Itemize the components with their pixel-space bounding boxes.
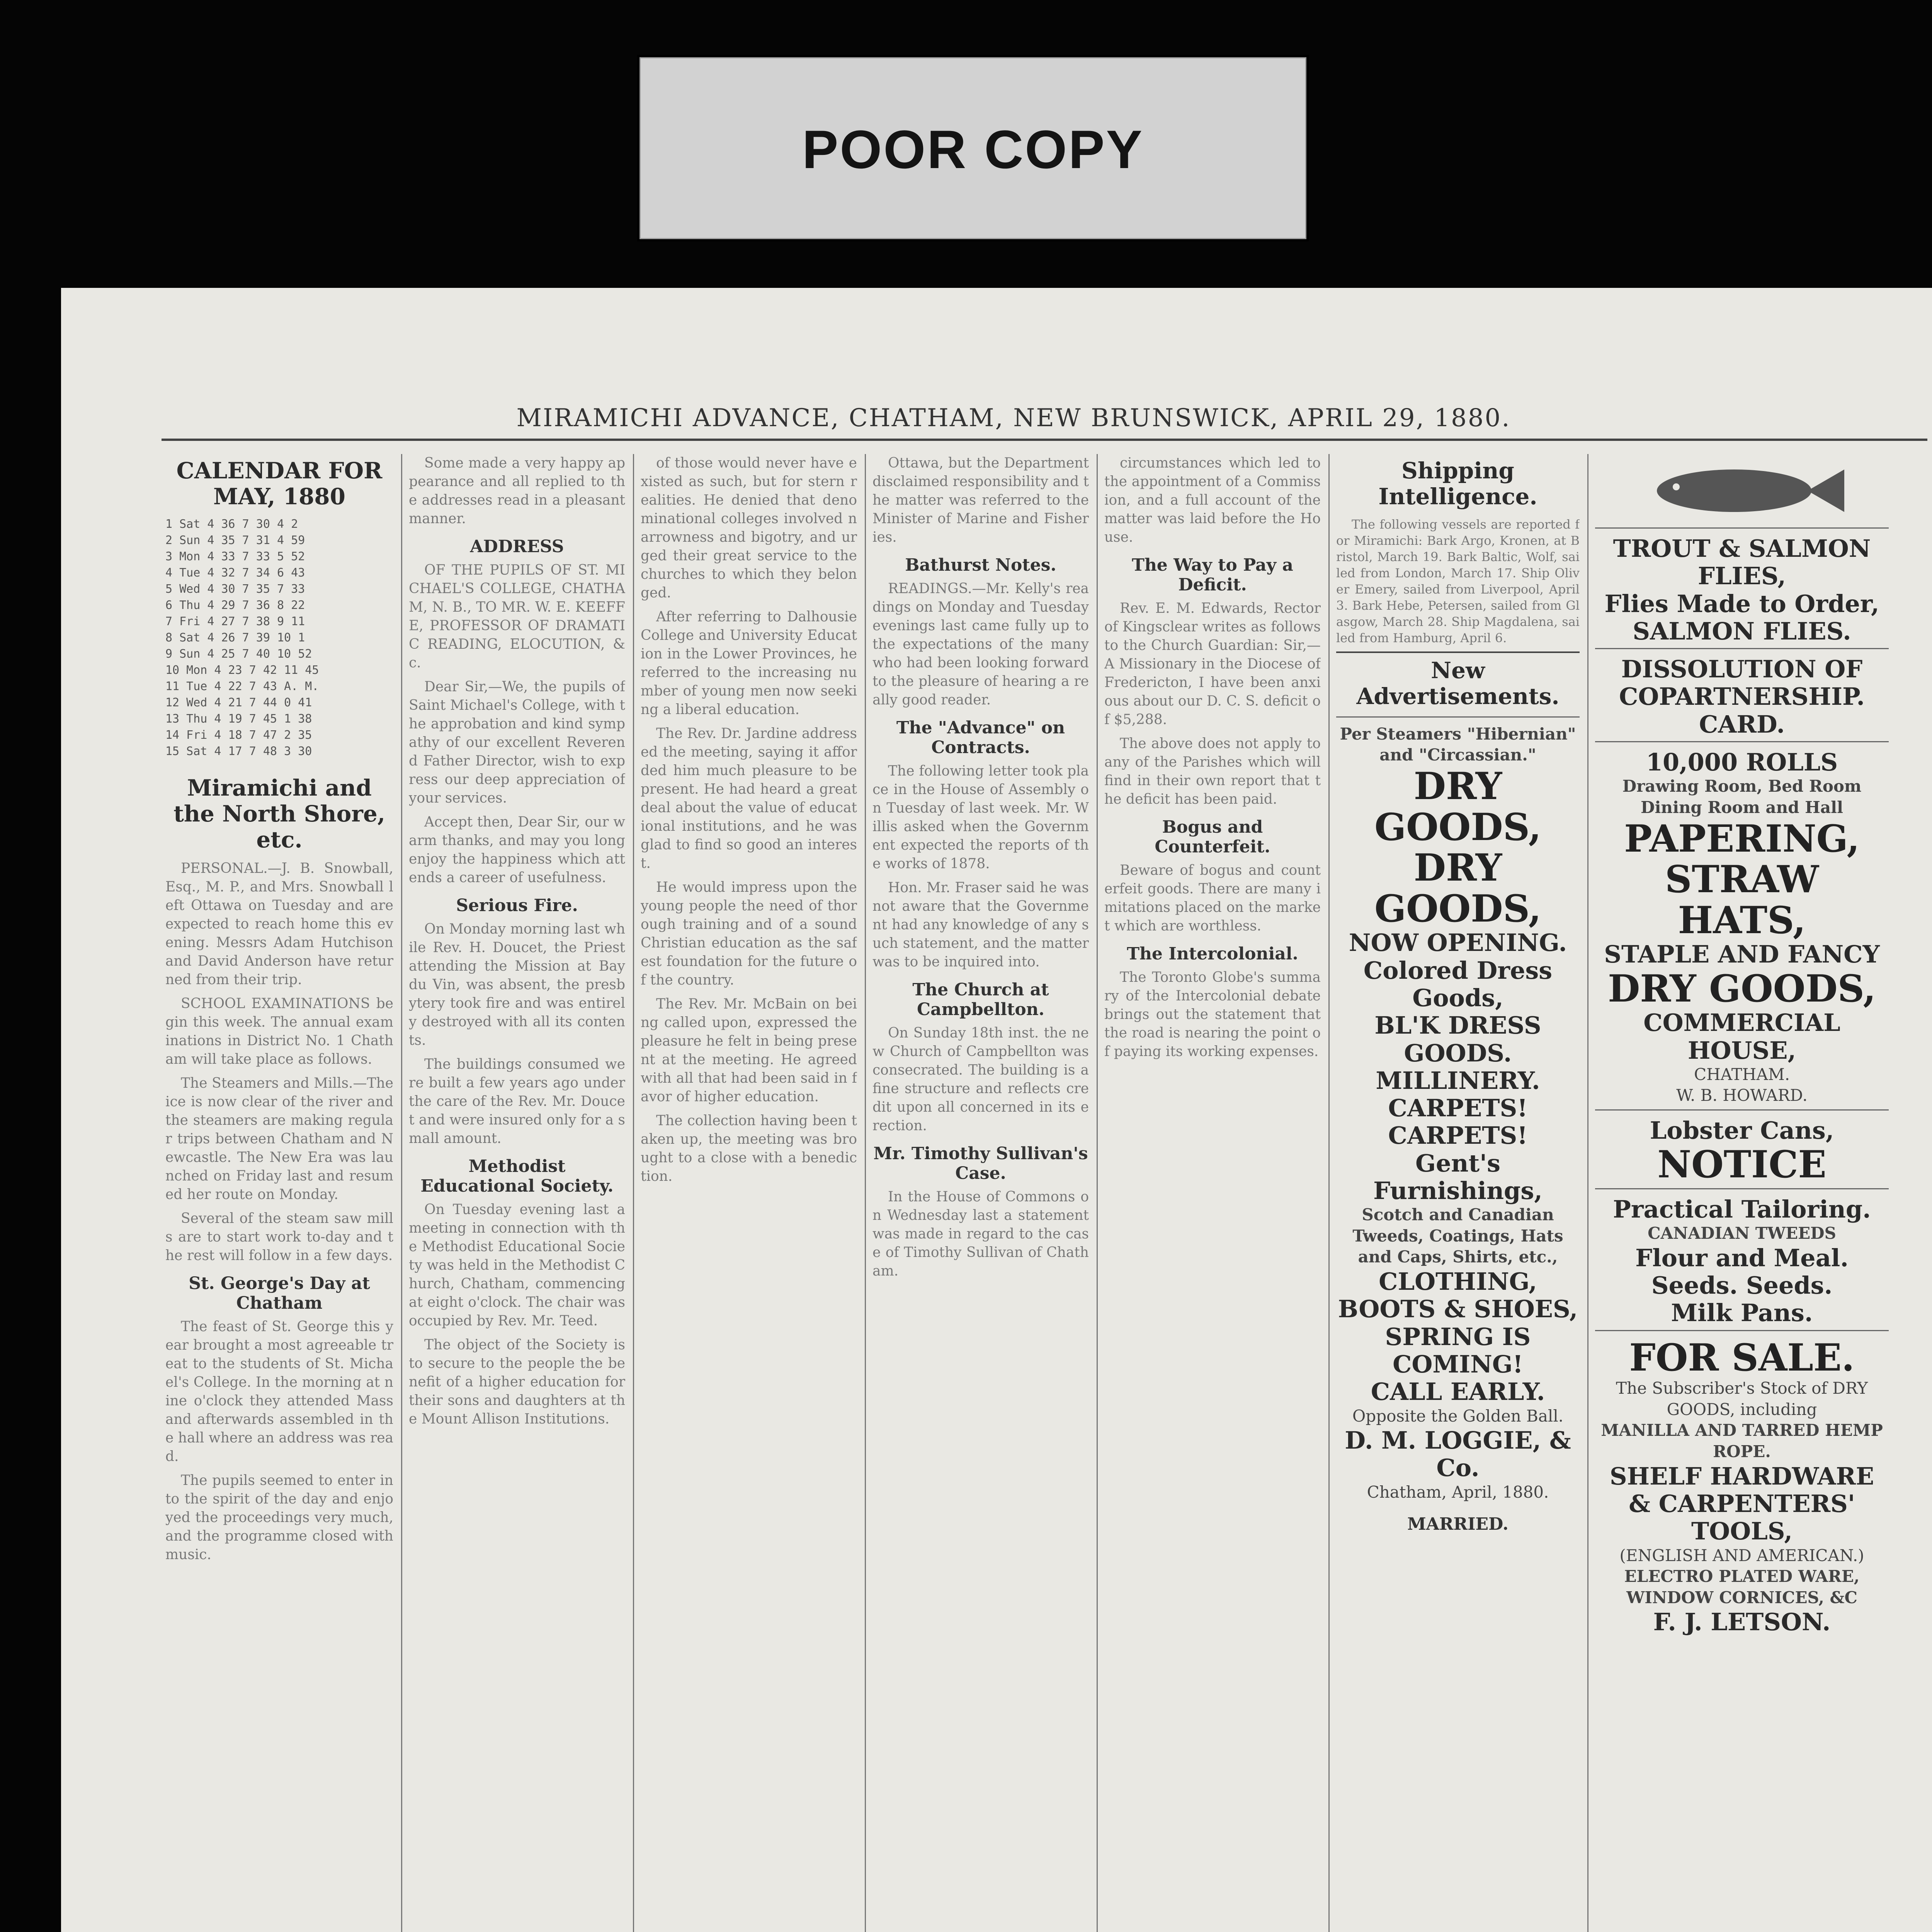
- ad-millinery: MILLINERY.: [1376, 1066, 1540, 1095]
- methodist-text: On Tuesday evening last a meeting in connection with the Methodist Educational Society was held in the Methodist Church, Chatham, commencing at eight o'clock. The chair was occupied by Rev. Mr. Teed. The object of the Society is to secure to the people the benefit of a higher education for their sons and daughters at the Mount Allison Institutions.: [409, 1202, 625, 1427]
- column-rule: [865, 454, 866, 1932]
- calendar-row: 2 Sun 4 35 7 31 4 59: [165, 534, 305, 548]
- ad-boots: BOOTS & SHOES,: [1338, 1295, 1578, 1323]
- ad-dry-goods-1: DRY GOODS,: [1374, 764, 1541, 849]
- ad-notice: NOTICE: [1657, 1143, 1827, 1187]
- calendar-row: 11 Tue 4 22 7 43 A. M.: [165, 680, 319, 694]
- ad-flies-order: Flies Made to Order,: [1604, 589, 1879, 618]
- ad-for-sale: FOR SALE.: [1629, 1335, 1855, 1379]
- ad-tweeds: Scotch and Canadian Tweeds, Coatings, Hats and Caps, Shirts, etc.,: [1352, 1205, 1563, 1267]
- column-5: [1104, 454, 1321, 1932]
- shipping-heading: Shipping Intelligence.: [1378, 457, 1537, 510]
- ad-stock: The Subscriber's Stock of DRY GOODS, including: [1616, 1379, 1868, 1419]
- col4-top-text: Ottawa, but the Department disclaimed responsibility and the matter was referred to the Minister of Marine and Fisheries.: [872, 455, 1089, 545]
- papering-ad: [1595, 741, 1889, 1109]
- ad-hardware: SHELF HARDWARE & CARPENTERS' TOOLS,: [1609, 1462, 1874, 1546]
- ad-carpets: CARPETS! CARPETS!: [1388, 1094, 1528, 1150]
- ad-flour: Flour and Meal.: [1635, 1243, 1849, 1272]
- ad-rolls: 10,000 ROLLS: [1646, 748, 1838, 777]
- subhead: The Way to Pay a Deficit.: [1132, 555, 1293, 595]
- calendar-row: 13 Thu 4 19 7 45 1 38: [165, 712, 312, 726]
- ad-staple: STAPLE AND FANCY: [1604, 940, 1880, 969]
- ad-english: (ENGLISH AND AMERICAN.): [1619, 1546, 1864, 1565]
- col3-text: of those would never have existed as such, but for stern realities. He denied that denominational colleges involved narrowness and bigotry, and urged their great service to the churches to which they belonged. After referring to Dalhousie College and University Education in the Lower Provinces, he referred to the increasing number of young men now seeking a liberal education. The Rev. Dr. Jardine addressed the meeting, saying it afforded him much pleasure to be present. He had heard a great deal about the value of educational institutions, and he was glad to find so good an interest. He would impress upon the young people the need of thorough training and of a sound Christian education as the safest foundation for the future of the country. The Rev. Mr. McBain on being called upon, expressed the pleasure he felt in being present at the meeting. He agreed with all that had been said in favor of higher education. The collection having been taken up, the meeting was brought to a close with a benediction.: [641, 455, 857, 1184]
- subhead: Serious Fire.: [456, 896, 578, 915]
- intro-text: Some made a very happy appearance and all replied to the addresses read in a pleasant manner.: [409, 455, 625, 527]
- column-2: [409, 454, 625, 1932]
- ad-gents: Gent's Furnishings,: [1373, 1149, 1543, 1205]
- subhead: Methodist Educational Society.: [420, 1156, 614, 1196]
- calendar-row: 3 Mon 4 33 7 33 5 52: [165, 550, 305, 564]
- subhead: The "Advance" on Contracts.: [896, 718, 1065, 757]
- ad-dissolution: DISSOLUTION OF COPARTNERSHIP.: [1619, 655, 1865, 711]
- poor-copy-label: [639, 57, 1306, 239]
- calendar-row: 15 Sat 4 17 7 48 3 30: [165, 745, 312, 759]
- subhead: St. George's Day at Chatham: [189, 1274, 370, 1313]
- ad-rope: MANILLA AND TARRED HEMP ROPE.: [1601, 1421, 1883, 1461]
- column-3: [641, 454, 857, 1932]
- column-rule: [401, 454, 402, 1932]
- subhead: The Intercolonial.: [1127, 944, 1298, 964]
- subhead: Bogus and Counterfeit.: [1155, 817, 1270, 857]
- calendar-row: 1 Sat 4 36 7 30 4 2: [165, 517, 298, 531]
- ad-salmon: SALMON FLIES.: [1633, 617, 1851, 645]
- calendar-row: 10 Mon 4 23 7 42 11 45: [165, 663, 319, 677]
- dry-goods-ad: [1336, 716, 1580, 1506]
- column-rule: [1328, 454, 1330, 1932]
- ad-call-early: CALL EARLY.: [1371, 1378, 1545, 1406]
- calendar-row: 7 Fri 4 27 7 38 9 11: [165, 615, 305, 629]
- lobster-ad: [1595, 1109, 1889, 1188]
- ad-tweeds-canadian: CANADIAN TWEEDS: [1648, 1224, 1836, 1243]
- ad-opposite: Opposite the Golden Ball.: [1352, 1406, 1564, 1425]
- dissolution-ad: [1595, 648, 1889, 741]
- ad-tailoring: Practical Tailoring.: [1613, 1195, 1871, 1223]
- ad-commercial: COMMERCIAL HOUSE,: [1643, 1009, 1840, 1065]
- calendar-row: 6 Thu 4 29 7 36 8 22: [165, 599, 305, 612]
- newspaper-page: [61, 288, 1932, 1932]
- address-heading: ADDRESS: [470, 537, 564, 556]
- column-rule: [1097, 454, 1098, 1932]
- ad-drawing: Drawing Room, Bed Room Dining Room and Hall: [1622, 777, 1862, 817]
- fire-text: On Monday morning last while Rev. H. Doucet, the Priest attending the Mission at Bay du Vin, was absent, the presbytery took fire and was entirely destroyed with all its contents. The buildings consumed were built a few years ago under the care of the Rev. Mr. Doucet and were insured only for a small amount.: [409, 921, 625, 1146]
- ad-trout: TROUT & SALMON FLIES,: [1613, 534, 1871, 590]
- ad-electro: ELECTRO PLATED WARE, WINDOW CORNICES, &C: [1624, 1567, 1860, 1607]
- calendar-row: 4 Tue 4 32 7 34 6 43: [165, 566, 305, 580]
- ad-letson: F. J. LETSON.: [1653, 1608, 1831, 1636]
- subhead: Bathurst Notes.: [905, 555, 1056, 575]
- ad-merchant: D. M. LOGGIE, & Co.: [1345, 1426, 1571, 1482]
- ad-steamers: Per Steamers "Hibernian" and "Circassian.": [1340, 724, 1576, 765]
- rule: [1336, 651, 1580, 653]
- local-heading: Miramichi and the North Shore, etc.: [173, 775, 385, 853]
- ad-papering: PAPERING,: [1624, 816, 1860, 861]
- ad-clothing: CLOTHING,: [1379, 1267, 1537, 1296]
- calendar-row: 9 Sun 4 25 7 40 10 52: [165, 647, 312, 661]
- campbellton-text: On Sunday 18th inst. the new Church of Campbellton was consecrated. The building is a fine structure and reflects credit upon all concerned in its erection.: [872, 1025, 1089, 1134]
- ad-straw: STRAW HATS,: [1665, 857, 1819, 942]
- flies-ad: [1595, 527, 1889, 648]
- shipping-list: The following vessels are reported for Miramichi: Bark Argo, Kronen, at Bristol, March 19. Bark Baltic, Wolf, sailed from London, March 17. Ship Oliver Emery, sailed from Liverpool, April 3. Bark Hebe, Petersen, sailed from Glasgow, March 28. Ship Magdalena, sailed from Hamburg, April 6.: [1336, 517, 1580, 646]
- column-rule: [1587, 454, 1588, 1932]
- calendar-row: 5 Wed 4 30 7 35 7 33: [165, 582, 305, 596]
- ad-howard: W. B. HOWARD.: [1676, 1086, 1808, 1105]
- ad-place: Chatham, April, 1880.: [1367, 1482, 1549, 1502]
- ad-dry-goods-2: DRY GOODS,: [1374, 846, 1541, 930]
- sullivan-text: In the House of Commons on Wednesday last a statement was made in regard to the case of Timothy Sullivan of Chatham.: [872, 1189, 1089, 1279]
- ad-chatham: CHATHAM.: [1694, 1065, 1790, 1084]
- column-1: [165, 454, 393, 1932]
- ad-spring: SPRING IS COMING!: [1385, 1322, 1531, 1378]
- contracts-text: The following letter took place in the House of Assembly on Tuesday of last week. Mr. Willis asked when the Government expected the reports of the works of 1878. Hon. Mr. Fraser said he was not aware that the Government had any knowledge of any such statement, and the matter was to be inquired into.: [872, 763, 1089, 970]
- ad-lobster: Lobster Cans,: [1650, 1116, 1834, 1145]
- calendar-row: 8 Sat 4 26 7 39 10 1: [165, 631, 305, 645]
- bogus-text: Beware of bogus and counterfeit goods. There are many imitations placed on the market which are worthless.: [1104, 862, 1321, 934]
- ad-now-opening: NOW OPENING.: [1349, 929, 1567, 957]
- masthead: MIRAMICHI ADVANCE, CHATHAM, NEW BRUNSWICK, APRIL 29, 1880.: [516, 404, 1511, 432]
- local-news-text: PERSONAL.—J. B. Snowball, Esq., M. P., and Mrs. Snowball left Ottawa on Tuesday and are expected to reach home this evening. Messrs Adam Hutchison and David Anderson have returned from their trip. SCHOOL EXAMINATIONS begin this week. The annual examinations in District No. 1 Chatham will take place as follows. The Steamers and Mills.—The ice is now clear of the river and the steamers are making regular trips between Chatham and Newcastle. The New Era was launched on Friday last and resumed her route on Monday. Several of the steam saw mills are to start work to-day and the rest will follow in a few days.: [165, 861, 393, 1264]
- masthead-rule: [162, 439, 1927, 441]
- married-heading: MARRIED.: [1407, 1514, 1509, 1534]
- calendar-row: 12 Wed 4 21 7 44 0 41: [165, 696, 312, 710]
- column-7: [1595, 454, 1889, 1932]
- column-rule: [633, 454, 634, 1932]
- intercolonial-text: The Toronto Globe's summary of the Intercolonial debate brings out the statement that the road is nearing the point of paying its working expenses.: [1104, 969, 1321, 1060]
- ad-card: CARD.: [1699, 710, 1785, 738]
- subhead: The Church at Campbellton.: [912, 980, 1049, 1019]
- ad-blk-dress: BL'K DRESS GOODS.: [1374, 1011, 1541, 1067]
- ad-colored: Colored Dress Goods,: [1363, 956, 1553, 1012]
- for-sale-ad: [1595, 1330, 1889, 1639]
- bathurst-text: READINGS.—Mr. Kelly's readings on Monday and Tuesday evenings last came fully up to the expectations of the many who had been looking forward to the pleasure of hearing a really good reader.: [872, 581, 1089, 708]
- deficit-text: Rev. E. M. Edwards, Rector of Kingsclear writes as follows to the Church Guardian: Sir,—A Missionary in the Diocese of Fredericton, I have been anxious about our D. C. S. deficit of $5,288. The above does not apply to any of the Parishes which will find in their own report that the deficit has been paid.: [1104, 600, 1321, 807]
- fish-icon: [1634, 458, 1850, 524]
- subhead: Mr. Timothy Sullivan's Case.: [873, 1144, 1088, 1183]
- column-6: [1336, 454, 1580, 1932]
- calendar-row: 14 Fri 4 18 7 47 2 35: [165, 728, 312, 742]
- poor-copy-text: POOR COPY: [802, 119, 1144, 180]
- tailoring-ad: [1595, 1188, 1889, 1330]
- column-4: [872, 454, 1089, 1932]
- col5-top-text: circumstances which led to the appointment of a Commission, and a full account of the matter was laid before the House.: [1104, 455, 1321, 545]
- address-text: OF THE PUPILS OF ST. MICHAEL'S COLLEGE, CHATHAM, N. B., TO MR. W. E. KEEFFE, PROFESSOR OF DRAMATIC READING, ELOCUTION, &c. Dear Sir,—We, the pupils of Saint Michael's College, with the approbation and kind sympathy of our excellent Reverend Father Director, wish to express our deep appreciation of your services. Accept then, Dear Sir, our warm thanks, and may you long enjoy the happiness which attends a career of usefulness.: [409, 562, 625, 886]
- ad-milk: Milk Pans.: [1671, 1299, 1813, 1327]
- new-ads-heading: New Advertisements.: [1356, 657, 1560, 710]
- calendar-heading: CALENDAR FOR MAY, 1880: [176, 457, 383, 510]
- st-georges-text: The feast of St. George this year brought a most agreeable treat to the students of St. Michael's College. In the morning at nine o'clock they attended Mass and afterwards assembled in the hall where an address was read. The pupils seemed to enter into the spirit of the day and enjoyed the proceedings very much, and the programme closed with music.: [165, 1319, 393, 1563]
- ad-dry: DRY GOODS,: [1608, 966, 1876, 1010]
- ad-seeds: Seeds. Seeds.: [1651, 1271, 1833, 1300]
